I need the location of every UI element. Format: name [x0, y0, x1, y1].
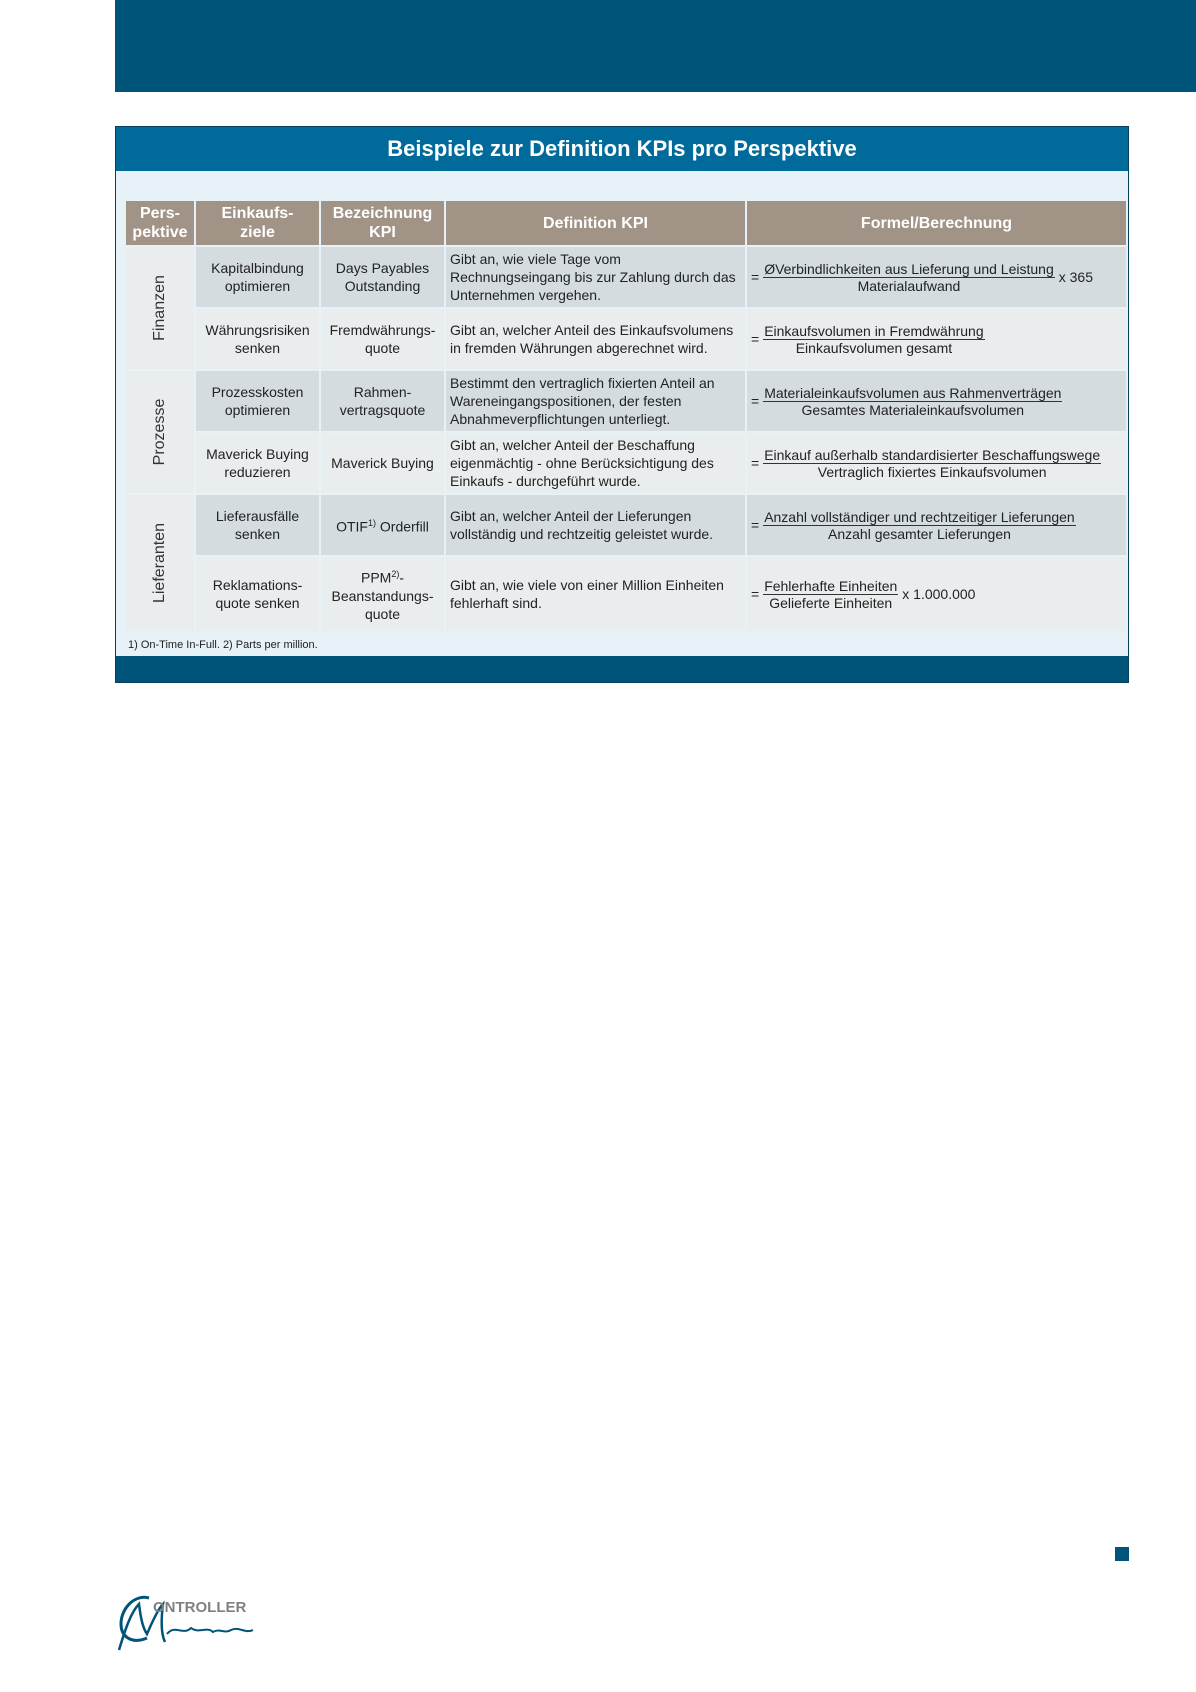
formula-denominator: Materialaufwand [857, 277, 961, 294]
formula-denominator: Vertraglich fixiertes Einkaufsvolumen [817, 463, 1047, 480]
panel-footer-band [116, 656, 1128, 682]
formula-numerator: ØVerbindlichkeiten aus Lieferung und Leistung [764, 260, 1054, 277]
kpi-name-cell: Maverick Buying [321, 433, 444, 493]
definition-cell: Gibt an, wie viele von einer Million Einheiten fehlerhaft sind. [446, 557, 745, 631]
top-band [115, 0, 1196, 92]
header-formula: Formel/Berechnung [747, 201, 1126, 245]
formula-denominator: Gesamtes Materialeinkaufsvolumen [801, 401, 1025, 418]
footnote: 1) On-Time In-Full. 2) Parts per million. [128, 639, 318, 651]
kpi-panel [115, 126, 1129, 683]
formula-numerator: Anzahl vollständiger und rechtzeitiger Lieferungen [764, 508, 1075, 525]
formula: = $\frac{\text{Einkaufsvolumen in Fremdwährung}}{\text{Einkaufsvolumen gesamt}}$ [751, 322, 984, 356]
definition-cell: Gibt an, welcher Anteil des Einkaufsvolumens in fremden Währungen abgerechnet wird. [446, 309, 745, 369]
header-perspective: Pers- pektive [126, 201, 194, 245]
kpi-name-cell: PPM$^{2)}$- Beanstandungs- quote [321, 557, 444, 631]
header-definition: Definition KPI [446, 201, 745, 245]
kpi-name-cell: Fremdwährungs- quote [321, 309, 444, 369]
logo-text: ONTROLLER [153, 1599, 247, 1616]
formula-numerator: Materialeinkaufsvolumen aus Rahmenverträgen [764, 384, 1062, 401]
formula-cell [747, 495, 1126, 555]
definition-cell: Gibt an, welcher Anteil der Beschaffung eigenmächtig - ohne Berücksichtigung des Einkaufs - durchgeführt wurde. [446, 433, 745, 493]
goal-cell: Prozesskosten optimieren [196, 371, 319, 431]
header-goals: Einkaufs- ziele [196, 201, 319, 245]
formula-denominator: Anzahl gesamter Lieferungen [828, 525, 1011, 542]
formula-numerator: Einkauf außerhalb standardisierter Beschaffungswege [764, 446, 1101, 463]
formula-cell [747, 433, 1126, 493]
perspective-label: Finanzen [151, 275, 168, 341]
formula: = $\frac{\text{Einkauf außerhalb standardisierter Beschaffungswege}}{\text{Vertraglich fixiertes Einkaufsvolumen}}$ [751, 446, 1101, 480]
perspective-label: Prozesse [151, 398, 168, 466]
formula: = $\frac{\text{Fehlerhafte Einheiten}}{\text{Gelieferte Einheiten}}$ x 1.000.000 [751, 577, 976, 611]
formula-cell [747, 309, 1126, 369]
formula-cell [747, 557, 1126, 631]
table-header-row [126, 201, 1126, 245]
table-row [126, 247, 1126, 307]
perspective-cell-prozesse [126, 371, 194, 493]
formula-denominator: Einkaufsvolumen gesamt [795, 339, 953, 356]
formula-multiplier: x 365 [1058, 269, 1093, 285]
perspective-cell-finanzen [126, 247, 194, 369]
formula-denominator: Gelieferte Einheiten [769, 594, 893, 611]
goal-cell: Kapitalbindung optimieren [196, 247, 319, 307]
formula: = $\frac{\text{Anzahl vollständiger und rechtzeitiger Lieferungen}}{\text{Anzahl gesamter Lieferungen}}$ [751, 508, 1075, 542]
table-row [126, 371, 1126, 431]
table-row [126, 433, 1126, 493]
formula-cell [747, 247, 1126, 307]
perspective-label: Lieferanten [151, 522, 168, 604]
goal-cell: Maverick Buying reduzieren [196, 433, 319, 493]
goal-cell: Reklamations- quote senken [196, 557, 319, 631]
end-square-icon [1115, 1547, 1129, 1561]
formula-cell [747, 371, 1126, 431]
definition-cell: Gibt an, wie viele Tage vom Rechnungseingang bis zur Zahlung durch das Unternehmen vergehen. [446, 247, 745, 307]
definition-cell: Gibt an, welcher Anteil der Lieferungen vollständig und rechtzeitig geleistet wurde. [446, 495, 745, 555]
perspective-cell-lieferanten [126, 495, 194, 631]
table-row [126, 557, 1126, 631]
goal-cell: Lieferausfälle senken [196, 495, 319, 555]
table-row [126, 309, 1126, 369]
table-row [126, 495, 1126, 555]
panel-title: Beispiele zur Definition KPIs pro Perspektive [116, 127, 1128, 171]
kpi-name-cell: Days Payables Outstanding [321, 247, 444, 307]
formula: = $\frac{\text{Materialeinkaufsvolumen aus Rahmenverträgen}}{\text{Gesamtes Materialeinkaufsvolumen}}$ [751, 384, 1062, 418]
formula-numerator: Einkaufsvolumen in Fremdwährung [764, 322, 984, 339]
controller-magazin-logo [113, 1590, 258, 1652]
definition-cell: Bestimmt den vertraglich fixierten Anteil an Wareneingangspositionen, der festen Abnahmeverpflichtungen unterliegt. [446, 371, 745, 431]
formula-numerator: Fehlerhafte Einheiten [764, 577, 898, 594]
header-kpi-name: Bezeichnung KPI [321, 201, 444, 245]
goal-cell: Währungsrisiken senken [196, 309, 319, 369]
kpi-table [124, 199, 1128, 633]
kpi-name-cell: Rahmen- vertragsquote [321, 371, 444, 431]
formula: = $\frac{\text{ØVerbindlichkeiten aus Lieferung und Leistung}}{\text{Materialaufwand}}$ x 365 [751, 260, 1093, 294]
kpi-name-cell: OTIF$^{1)}$ Orderfill [321, 495, 444, 555]
formula-multiplier: x 1.000.000 [902, 586, 976, 602]
